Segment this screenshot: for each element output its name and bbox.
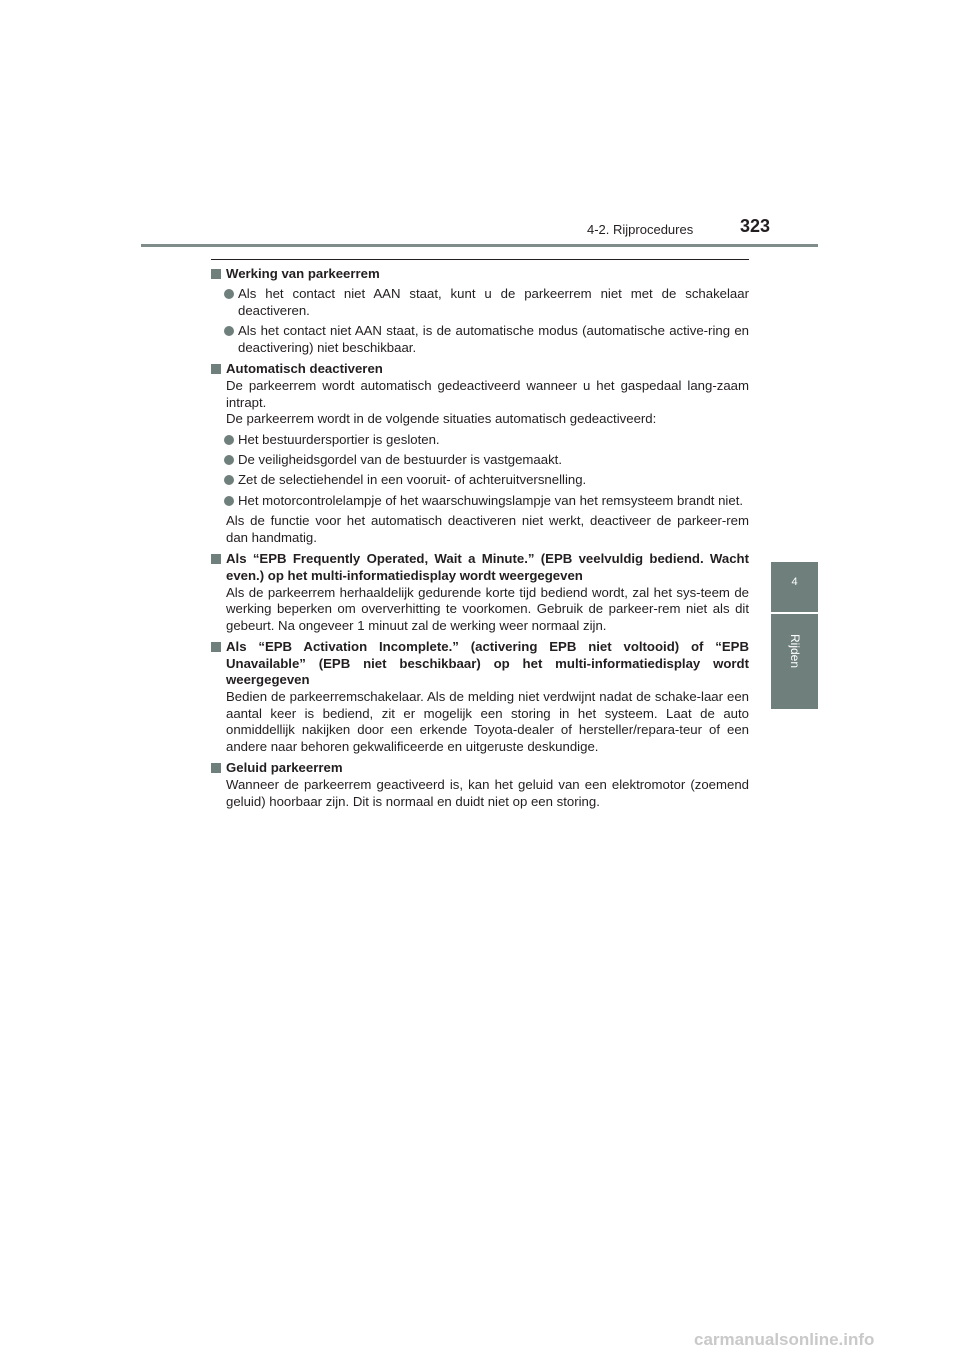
section-heading: Automatisch deactiveren — [211, 361, 749, 377]
paragraph: Bedien de parkeerremschakelaar. Als de melding niet verdwijnt nadat de schake-laar een aantal keer is bediend, zit er mogelijk een storing in het systeem. Laat de auto onmiddellijk nakijken door een erkende Toyota-dealer of hersteller/repara-teur of een andere naar behoren gekwalificeerde en uitgeruste deskundige. — [226, 689, 749, 754]
circle-bullet-icon — [224, 326, 234, 336]
page-number: 323 — [740, 216, 771, 236]
section-automatic-release — [211, 361, 749, 546]
paragraph: Als de parkeerrem herhaaldelijk gedurende korte tijd bediend wordt, zal het sys-teem de werking beperken om oververhitting te voorkomen. Gebruik de parkeer-rem niet als dit gebeurt. Na ongeveer 1 minuut zal de werking weer normaal zijn. — [226, 584, 749, 633]
list-item: De veiligheidsgordel van de bestuurder is vastgemaakt. — [211, 452, 749, 468]
list-item: Als het contact niet AAN staat, kunt u de parkeerrem niet met de schakelaar deactiveren. — [211, 286, 749, 319]
section-heading: Geluid parkeerrem — [211, 760, 749, 776]
square-bullet-icon — [211, 269, 221, 279]
circle-bullet-icon — [224, 435, 234, 445]
section-parking-brake-sound — [211, 760, 749, 810]
list-item: Zet de selectiehendel in een vooruit- of achteruitversnelling. — [211, 472, 749, 488]
circle-bullet-icon — [224, 289, 234, 299]
square-bullet-icon — [211, 364, 221, 374]
section-epb-activation-incomplete — [211, 639, 749, 755]
watermark: carmanualsonline.info — [694, 1330, 875, 1349]
section-title: 4-2. Rijprocedures — [587, 222, 694, 237]
section-heading: Als “EPB Activation Incomplete.” (activering EPB niet voltooid) of “EPB Unavailable” (EPB niet beschikbaar) op het multi-informatiedisplay wordt weergegeven — [211, 639, 749, 688]
header-divider — [141, 244, 818, 247]
list-item: Het bestuurdersportier is gesloten. — [211, 432, 749, 448]
page-content — [211, 266, 749, 815]
circle-bullet-icon — [224, 496, 234, 506]
content-divider — [211, 259, 749, 260]
paragraph: De parkeerrem wordt automatisch gedeactiveerd wanneer u het gaspedaal lang-zaam intrapt. — [226, 378, 749, 410]
section-epb-frequently-operated — [211, 551, 749, 634]
chapter-label: Rijden — [788, 634, 802, 669]
circle-bullet-icon — [224, 455, 234, 465]
square-bullet-icon — [211, 763, 221, 773]
section-heading: Als “EPB Frequently Operated, Wait a Minute.” (EPB veelvuldig bediend. Wacht even.) op het multi-informatiedisplay wordt weergegeven — [211, 551, 749, 584]
square-bullet-icon — [211, 642, 221, 652]
section-parking-brake-operation — [211, 266, 749, 356]
chapter-number: 4 — [791, 576, 798, 588]
paragraph: De parkeerrem wordt in de volgende situaties automatisch gedeactiveerd: — [226, 411, 657, 427]
circle-bullet-icon — [224, 475, 234, 485]
list-item: Als het contact niet AAN staat, is de automatische modus (automatische active-ring en deactivering) niet beschikbaar. — [211, 323, 749, 356]
list-item: Het motorcontrolelampje of het waarschuwingslampje van het remsysteem brandt niet. — [211, 493, 749, 509]
paragraph: Wanneer de parkeerrem geactiveerd is, kan het geluid van een elektromotor (zoemend geluid) hoorbaar zijn. Dit is normaal en duidt niet op een storing. — [226, 777, 749, 809]
section-heading: Werking van parkeerrem — [211, 266, 749, 282]
paragraph: Als de functie voor het automatisch deactiveren niet werkt, deactiveer de parkeer-rem dan handmatig. — [226, 513, 749, 545]
square-bullet-icon — [211, 554, 221, 564]
